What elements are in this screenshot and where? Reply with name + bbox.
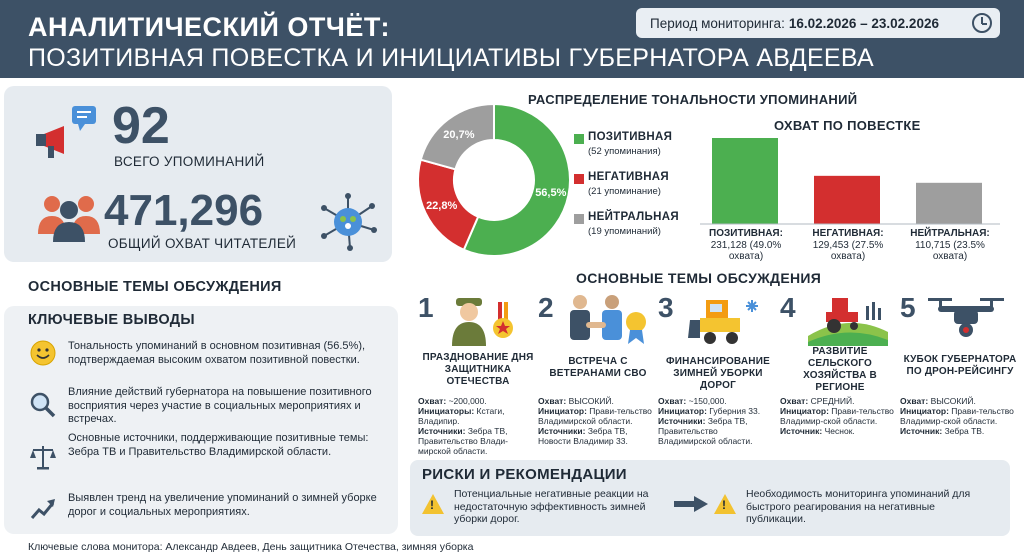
clock-icon <box>972 13 992 33</box>
snowplow-icon <box>688 292 768 346</box>
reach-caption-neutral-detail: 110,715 (23.5% охвата) <box>915 239 985 262</box>
legend-neutral-count: (19 упоминаний) <box>588 226 661 237</box>
bar-neutral <box>916 183 982 224</box>
topic-initiators: Кстаги, Владипир. <box>418 406 505 426</box>
sentiment-donut-chart <box>414 100 574 260</box>
megaphone-icon <box>34 104 106 162</box>
topic-reach-value: СРЕДНИЙ. <box>810 396 855 406</box>
topic-title: ПРАЗДНОВАНИЕ ДНЯ ЗАЩИТНИКА ОТЕЧЕСТВА <box>422 352 534 387</box>
warning-icon-mark-risk: ! <box>430 498 434 512</box>
topic-title: КУБОК ГУБЕРНАТОРА ПО ДРОН-РЕЙСИНГУ <box>903 354 1017 377</box>
soldier-medal-icon <box>446 292 526 346</box>
conclusion-item-2: Влияние действий губернатора на повышение позитивного восприятия через участие в социальных мероприятиях и встречах. <box>68 386 372 425</box>
reach-caption-negative-name: НЕГАТИВНАЯ: <box>812 228 884 239</box>
risk-text: Потенциальные негативные реакции на недостаточную эффективность зимней уборки дорог. <box>454 488 649 525</box>
topic-reach-label: Охват: <box>418 396 447 406</box>
topic-sources-label: Источники: <box>658 416 706 426</box>
monitoring-period-badge <box>636 8 1000 38</box>
topic-details <box>418 396 538 456</box>
topic-initiators-label: Инициатор: <box>658 406 707 416</box>
topic-reach-label: Охват: <box>538 396 567 406</box>
topic-reach-value: ~150,000. <box>688 396 727 406</box>
topic-initiators: Губерния 33. <box>709 406 761 416</box>
topic-number: 3 <box>658 292 674 323</box>
slice-positive-label: 56,5% <box>535 186 567 199</box>
bar-positive <box>712 138 778 224</box>
legend-negative-count: (21 упоминание) <box>588 186 661 197</box>
header-banner <box>0 0 1024 78</box>
topic-sources: Зебра ТВ, Новости Владимир 33. <box>538 426 628 446</box>
reach-caption-positive <box>696 228 796 263</box>
report-title: АНАЛИТИЧЕСКИЙ ОТЧЁТ: <box>28 12 391 42</box>
topic-sources: Зебра ТВ, Правительство Влади-мирской области. <box>418 426 509 456</box>
topic-title: ФИНАНСИРОВАНИЕ ЗИМНЕЙ УБОРКИ ДОРОГ <box>666 356 770 391</box>
topics-heading: ОСНОВНЫЕ ТЕМЫ ОБСУЖДЕНИЯ <box>576 270 822 286</box>
network-people-icon <box>318 192 378 252</box>
left-topics-heading: ОСНОВНЫЕ ТЕМЫ ОБСУЖДЕНИЯ <box>28 279 282 295</box>
sentiment-heading: РАСПРЕДЕЛЕНИЕ ТОНАЛЬНОСТИ УПОМИНАНИЙ <box>528 92 858 107</box>
legend-neutral-name: НЕЙТРАЛЬНАЯ <box>588 211 679 223</box>
topic-number: 4 <box>780 292 796 323</box>
key-conclusions-heading: КЛЮЧЕВЫЕ ВЫВОДЫ <box>28 312 195 328</box>
topic-reach-value: ВЫСОКИЙ. <box>568 396 614 406</box>
reach-caption-positive-detail: 231,128 (49.0% охвата) <box>710 239 782 262</box>
conclusion-item-3: Основные источники, поддерживающие позитивные темы: Зебра ТВ и Правительство Владимирской области. <box>68 432 369 458</box>
legend-negative-name: НЕГАТИВНАЯ <box>588 171 669 183</box>
slice-neutral-label: 20,7% <box>443 128 475 141</box>
topic-sources-label: Источник: <box>780 426 823 436</box>
key-conclusions-panel <box>4 306 398 534</box>
total-reach-value: 471,296 <box>104 186 264 235</box>
magnifier-icon <box>30 392 56 418</box>
topic-sources: Чеснок. <box>824 426 855 436</box>
topic-initiators: Прави-тельство Владимирской области. <box>538 406 652 426</box>
topic-title: ВСТРЕЧА С ВЕТЕРАНАМИ СВО <box>549 356 647 379</box>
topic-sources-label: Источники: <box>418 426 466 436</box>
smiley-icon <box>30 340 56 366</box>
recommendation-text: Необходимость мониторинга упоминаний для быстрого реагирования на негативные публикации. <box>746 488 971 525</box>
topic-details <box>538 396 658 446</box>
risks-heading: РИСКИ И РЕКОМЕНДАЦИИ <box>422 466 627 483</box>
total-mentions-value: 92 <box>112 97 170 155</box>
scales-icon <box>30 444 56 470</box>
handshake-icon <box>566 292 650 346</box>
reach-caption-neutral <box>900 228 1000 263</box>
topic-initiators: Прави-тельство Владимир-ской области. <box>900 406 1014 426</box>
bar-negative <box>814 176 880 224</box>
reach-heading: ОХВАТ ПО ПОВЕСТКЕ <box>774 118 921 133</box>
reach-caption-positive-name: ПОЗИТИВНАЯ: <box>709 228 783 239</box>
trend-up-icon <box>30 496 56 522</box>
legend-positive-name: ПОЗИТИВНАЯ <box>588 131 673 143</box>
topic-initiators-label: Инициатор: <box>538 406 587 416</box>
legend-swatch-neutral <box>574 214 584 224</box>
topic-number: 2 <box>538 292 554 323</box>
topic-number: 5 <box>900 292 916 323</box>
slice-negative-label: 22,8% <box>426 200 458 213</box>
total-mentions-label: ВСЕГО УПОМИНАНИЙ <box>114 154 265 169</box>
topic-sources: Зебра ТВ, Правительство Владимирской области. <box>658 416 753 446</box>
reach-caption-neutral-name: НЕЙТРАЛЬНАЯ: <box>910 228 990 239</box>
warning-icon-mark-recommendation: ! <box>722 498 726 512</box>
conclusion-item-4: Выявлен тренд на увеличение упоминаний о зимней уборке дорог и социальных мероприятиях. <box>68 492 377 518</box>
people-group-icon <box>34 190 104 244</box>
arrow-right-icon <box>674 496 708 512</box>
topic-sources: Зебра ТВ. <box>944 426 985 436</box>
drone-icon <box>924 292 1008 346</box>
stats-panel <box>4 86 392 262</box>
topic-details <box>658 396 778 446</box>
tractor-icon <box>808 292 888 346</box>
footer-keywords: Ключевые слова монитора: Александр Авдеев, День защитника Отечества, зимняя уборка <box>28 541 474 553</box>
topic-initiators-label: Инициатор: <box>900 406 949 416</box>
risks-panel <box>410 460 1010 536</box>
reach-caption-negative <box>798 228 898 263</box>
topic-initiators-label: Инициатор: <box>780 406 829 416</box>
topic-number: 1 <box>418 292 434 323</box>
period-label: Период мониторинга: <box>650 15 785 31</box>
period-value: 16.02.2026 – 23.02.2026 <box>788 15 939 31</box>
conclusion-item-1: Тональность упоминаний в основном позитивная (56.5%), подтверждаемая высоким охватом позитивной повестки. <box>68 340 366 366</box>
legend-swatch-positive <box>574 134 584 144</box>
topic-initiators-label: Инициаторы: <box>418 406 475 416</box>
reach-caption-negative-detail: 129,453 (27.5% охвата) <box>812 239 884 262</box>
topic-details <box>900 396 1020 436</box>
topic-sources-label: Источник: <box>900 426 943 436</box>
topic-reach-label: Охват: <box>780 396 809 406</box>
topic-reach-value: ВЫСОКИЙ. <box>930 396 976 406</box>
topic-reach-value: ~200,000. <box>448 396 487 406</box>
topic-reach-label: Охват: <box>658 396 687 406</box>
report-subtitle: ПОЗИТИВНАЯ ПОВЕСТКА И ИНИЦИАТИВЫ ГУБЕРНАТОРА АВДЕЕВА <box>28 44 875 72</box>
topic-title: РАЗВИТИЕ СЕЛЬСКОГО ХОЗЯЙСТВА В РЕГИОНЕ <box>803 346 877 393</box>
total-reach-label: ОБЩИЙ ОХВАТ ЧИТАТЕЛЕЙ <box>108 236 297 251</box>
topic-sources-label: Источники: <box>538 426 586 436</box>
topic-details <box>780 396 900 436</box>
legend-swatch-negative <box>574 174 584 184</box>
topic-initiators: Прави-тельство Владимир-ской области. <box>780 406 894 426</box>
legend-positive-count: (52 упоминания) <box>588 146 661 157</box>
topic-reach-label: Охват: <box>900 396 929 406</box>
